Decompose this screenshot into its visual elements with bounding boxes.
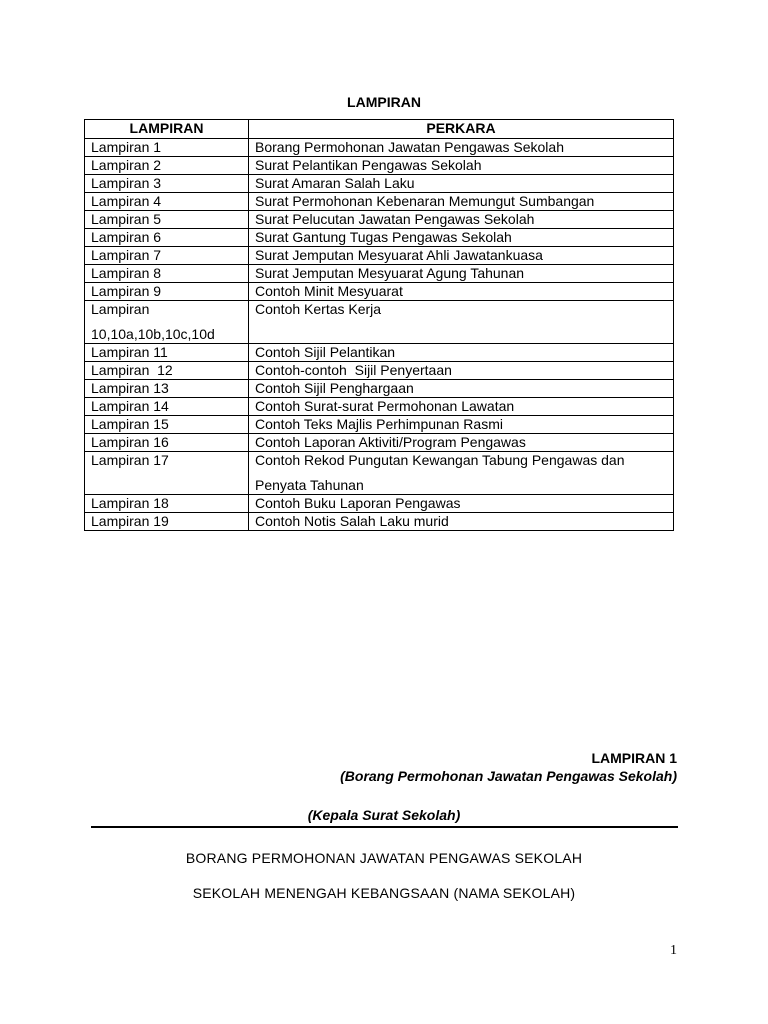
perkara-cell: Contoh Minit Mesyuarat [249, 283, 674, 301]
table-row [85, 495, 674, 513]
table-row [85, 229, 674, 247]
perkara-cell-line2: Penyata Tahunan [255, 477, 364, 493]
lampiran-cell: Lampiran 2 [85, 157, 249, 175]
lampiran-cell: Lampiran 6 [85, 229, 249, 247]
form-title: BORANG PERMOHONAN JAWATAN PENGAWAS SEKOLAH [185, 850, 583, 866]
perkara-cell [249, 452, 674, 495]
perkara-cell: Surat Amaran Salah Laku [249, 175, 674, 193]
table-row [85, 398, 674, 416]
lampiran-cell: Lampiran 11 [85, 344, 249, 362]
lampiran-cell: Lampiran 1 [85, 139, 249, 157]
school-letterhead-placeholder: (Kepala Surat Sekolah) [307, 807, 461, 823]
table-row [85, 139, 674, 157]
page-number: 1 [670, 943, 677, 958]
lampiran-cell: Lampiran 16 [85, 434, 249, 452]
lampiran-cell: Lampiran 15 [85, 416, 249, 434]
perkara-cell: Surat Jemputan Mesyuarat Agung Tahunan [249, 265, 674, 283]
lampiran-cell: Lampiran 5 [85, 211, 249, 229]
perkara-cell: Surat Pelantikan Pengawas Sekolah [249, 157, 674, 175]
lampiran-cell: Lampiran 8 [85, 265, 249, 283]
table-row [85, 344, 674, 362]
perkara-cell: Surat Gantung Tugas Pengawas Sekolah [249, 229, 674, 247]
table-row [85, 452, 674, 495]
table-row [85, 434, 674, 452]
perkara-cell: Contoh Sijil Pelantikan [249, 344, 674, 362]
table-row [85, 283, 674, 301]
perkara-cell: Contoh Kertas Kerja [249, 301, 674, 344]
lampiran-cell: Lampiran 13 [85, 380, 249, 398]
lampiran-cell: Lampiran 19 [85, 513, 249, 531]
perkara-cell: Contoh Teks Majlis Perhimpunan Rasmi [249, 416, 674, 434]
perkara-cell: Contoh Surat-surat Permohonan Lawatan [249, 398, 674, 416]
table-row [85, 265, 674, 283]
table-row [85, 193, 674, 211]
perkara-cell: Borang Permohonan Jawatan Pengawas Sekolah [249, 139, 674, 157]
table-row [85, 301, 674, 344]
lampiran-cell: Lampiran 14 [85, 398, 249, 416]
perkara-cell: Contoh Sijil Penghargaan [249, 380, 674, 398]
table-row [85, 380, 674, 398]
lampiran-cell-line2: 10,10a,10b,10c,10d [91, 326, 215, 342]
school-name: SEKOLAH MENENGAH KEBANGSAAN (NAMA SEKOLAH) [192, 885, 576, 901]
lampiran-1-heading: LAMPIRAN 1 [591, 750, 677, 766]
letterhead-divider [91, 826, 678, 828]
perkara-cell: Surat Jemputan Mesyuarat Ahli Jawatankuasa [249, 247, 674, 265]
column-header-perkara: PERKARA [249, 120, 674, 139]
table-row [85, 157, 674, 175]
table-row [85, 513, 674, 531]
lampiran-cell: Lampiran 7 [85, 247, 249, 265]
table-header-row [85, 120, 674, 139]
lampiran-cell: Lampiran 4 [85, 193, 249, 211]
perkara-cell: Surat Permohonan Kebenaran Memungut Sumbangan [249, 193, 674, 211]
lampiran-table [84, 119, 674, 531]
perkara-cell: Surat Pelucutan Jawatan Pengawas Sekolah [249, 211, 674, 229]
lampiran-cell: Lampiran 9 [85, 283, 249, 301]
lampiran-cell-line1: Lampiran [91, 301, 150, 317]
perkara-cell: Contoh-contoh Sijil Penyertaan [249, 362, 674, 380]
perkara-cell: Contoh Buku Laporan Pengawas [249, 495, 674, 513]
lampiran-cell: Lampiran 18 [85, 495, 249, 513]
column-header-lampiran: LAMPIRAN [85, 120, 249, 139]
table-row [85, 247, 674, 265]
table-row [85, 211, 674, 229]
lampiran-1-subtitle: (Borang Permohonan Jawatan Pengawas Sekolah) [340, 768, 677, 784]
perkara-cell: Contoh Notis Salah Laku murid [249, 513, 674, 531]
perkara-cell-line1: Contoh Rekod Pungutan Kewangan Tabung Pengawas dan [255, 452, 625, 468]
lampiran-cell: Lampiran 3 [85, 175, 249, 193]
table-row [85, 416, 674, 434]
lampiran-cell: Lampiran 12 [85, 362, 249, 380]
perkara-cell: Contoh Laporan Aktiviti/Program Pengawas [249, 434, 674, 452]
page-title: LAMPIRAN [347, 94, 421, 110]
lampiran-cell [85, 301, 249, 344]
lampiran-cell: Lampiran 17 [85, 452, 249, 495]
table-row [85, 362, 674, 380]
table-row [85, 175, 674, 193]
